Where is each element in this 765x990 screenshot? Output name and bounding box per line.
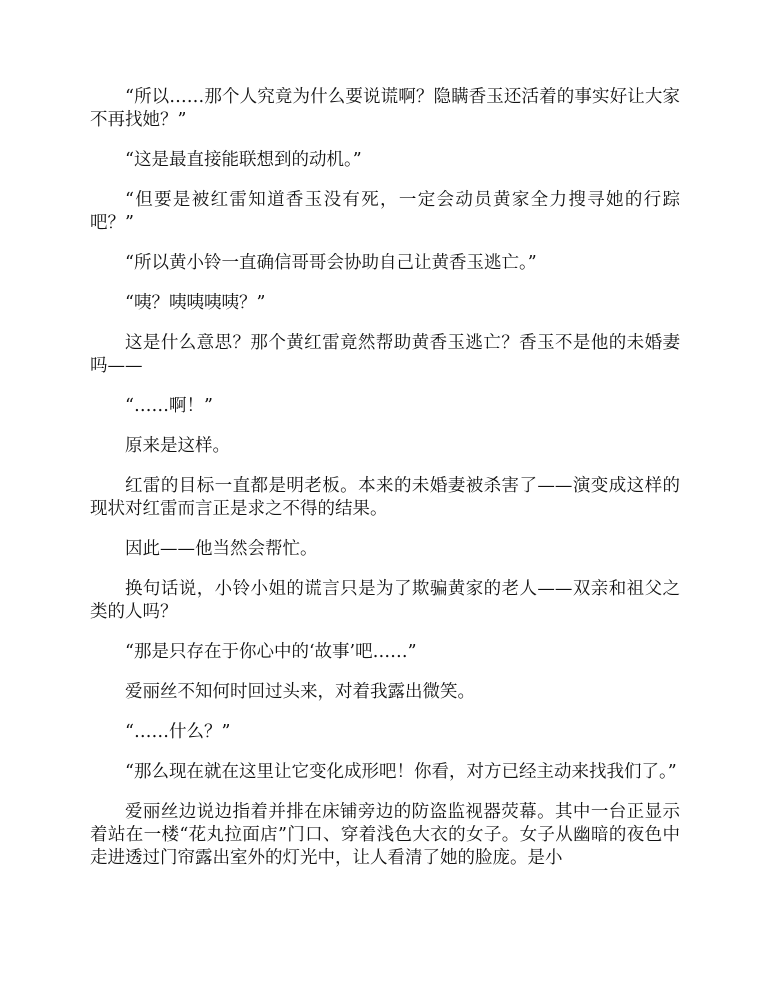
paragraph-1: “所以……那个人究竟为什么要说谎啊？隐瞒香玉还活着的事实好让大家不再找她？”: [90, 87, 680, 130]
paragraph-2: “这是最直接能联想到的动机。”: [125, 150, 362, 170]
paragraph-10: 因此——他当然会帮忙。: [125, 539, 318, 559]
paragraph-8: 原来是这样。: [125, 436, 230, 456]
paragraph-3: “但要是被红雷知道香玉没有死，一定会动员黄家全力搜寻她的行踪吧？”: [90, 190, 680, 233]
paragraph-11: 换句话说，小铃小姐的谎言只是为了欺骗黄家的老人——双亲和祖父之类的人吗？: [90, 579, 680, 622]
paragraph-9: 红雷的目标一直都是明老板。本来的未婚妻被杀害了——演变成这样的现状对红雷而言正是求之不得的结果。: [90, 476, 680, 519]
paragraph-14: “……什么？”: [125, 722, 231, 742]
paragraph-5: “咦？咦咦咦咦？”: [125, 293, 266, 313]
paragraph-13: 爱丽丝不知何时回过头来，对着我露出微笑。: [125, 682, 475, 702]
paragraph-12: “那是只存在于你心中的‘故事’吧……”: [125, 642, 417, 662]
paragraph-4: “所以黄小铃一直确信哥哥会协助自己让黄香玉逃亡。”: [125, 253, 537, 273]
document-page: [90, 86, 680, 887]
paragraph-7: “……啊！”: [125, 396, 213, 416]
paragraph-15: “那么现在就在这里让它变化成形吧！你看，对方已经主动来找我们了。”: [125, 762, 677, 782]
paragraph-6: 这是什么意思？那个黄红雷竟然帮助黄香玉逃亡？香玉不是他的未婚妻吗——: [90, 333, 680, 376]
paragraph-16: 爱丽丝边说边指着并排在床铺旁边的防盗监视器荧幕。其中一台正显示着站在一楼“花丸拉面店”门口、穿着浅色大衣的女子。女子从幽暗的夜色中走进透过门帘露出室外的灯光中，让人看清了她的脸庞。是小: [90, 802, 680, 868]
